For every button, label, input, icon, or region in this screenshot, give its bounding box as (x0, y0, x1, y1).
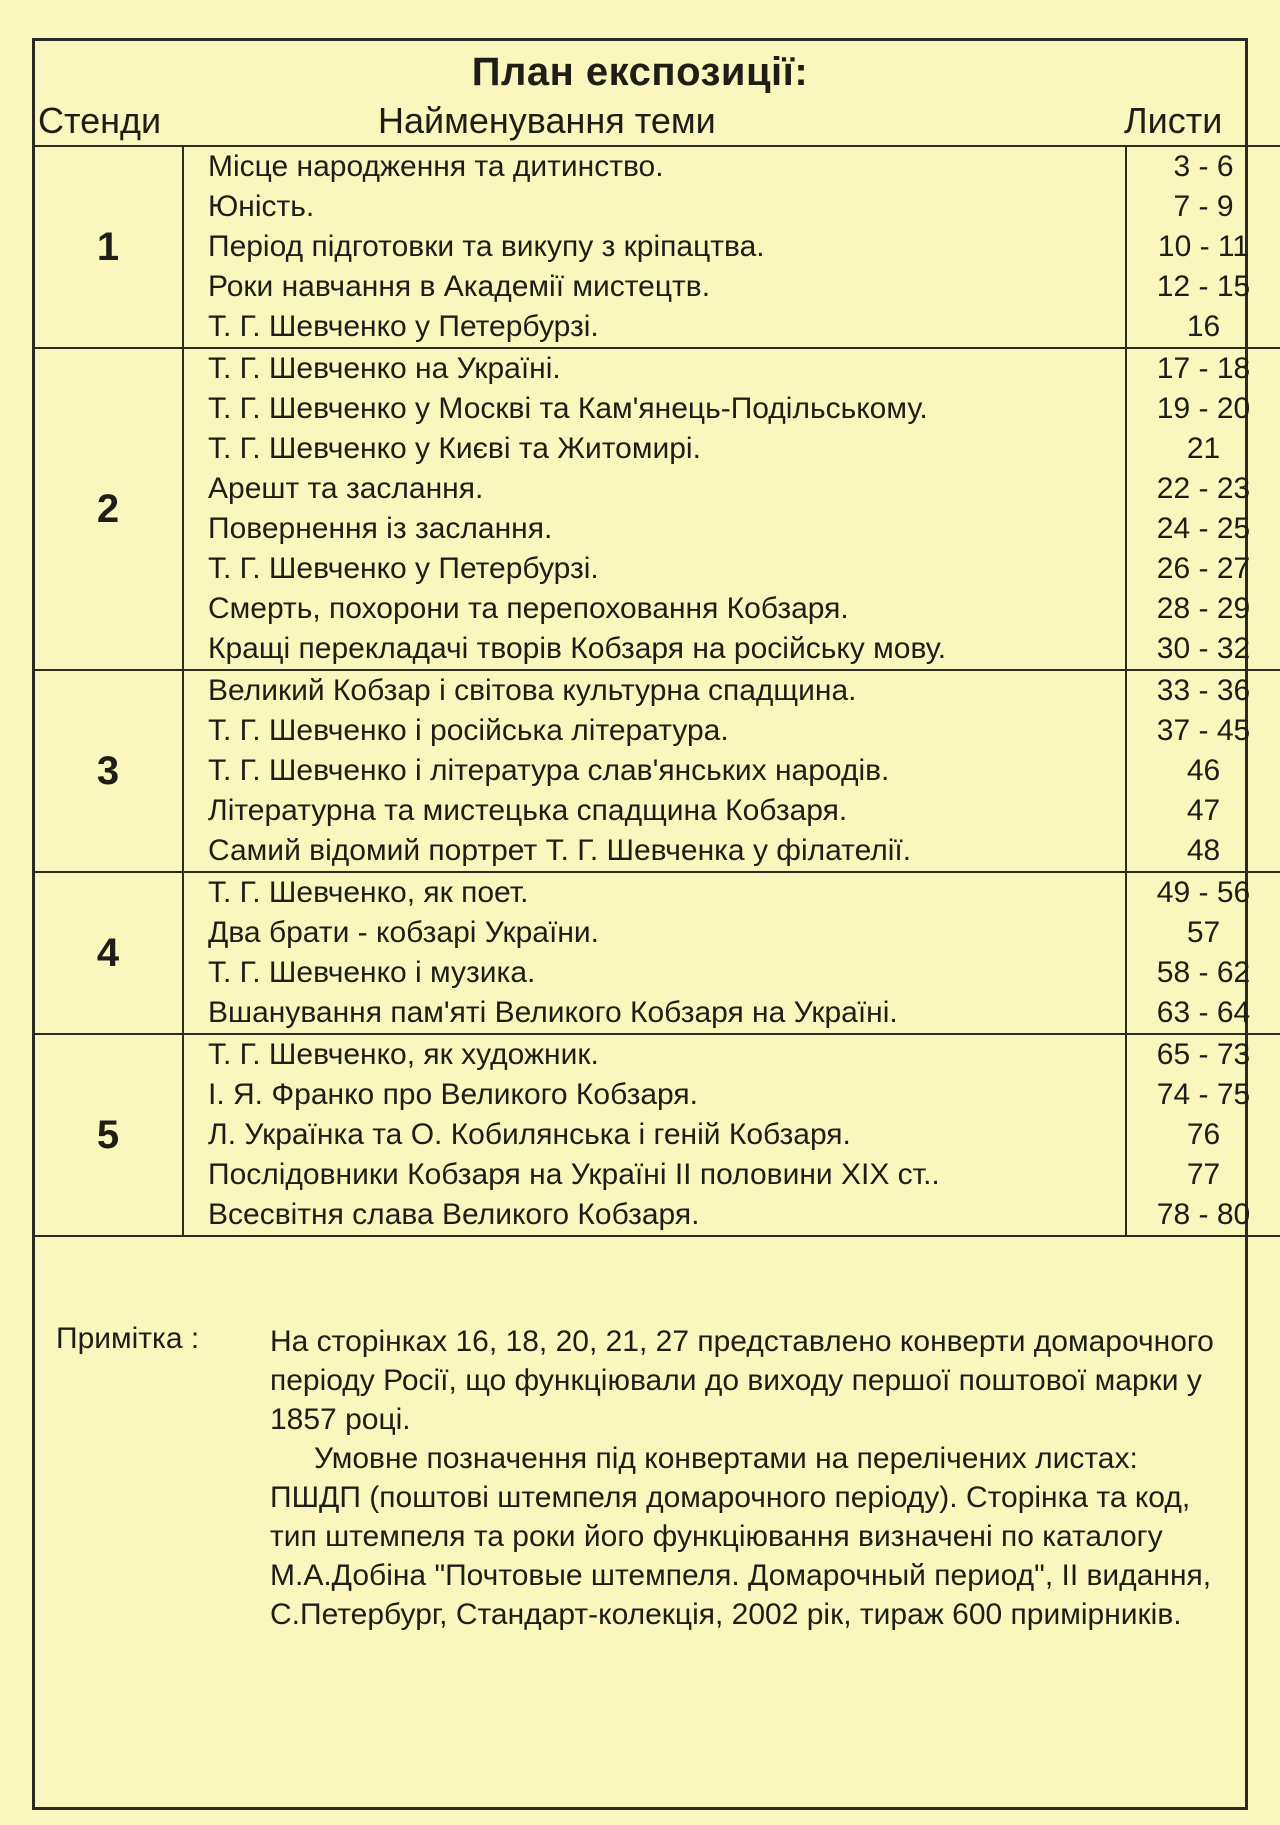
topic-pages: 47 (1186, 794, 1221, 827)
topic-pages: 12 - 15 (1156, 270, 1251, 303)
stand-row (33, 1034, 1280, 1236)
stand-topics (183, 1034, 1126, 1236)
stand-row (33, 146, 1280, 348)
topic-name: Арешт та заслання. (208, 472, 484, 505)
topic-name: Кращі перекладачі творів Кобзаря на російську мову. (208, 632, 947, 665)
topic-name: Т. Г. Шевченко і музика. (208, 956, 536, 989)
note-paragraph-2: Умовне позначення під конвертами на перелічених листах: ПШДП (поштові штемпеля домарочного періоду). Сторінка та код, тип штемпеля та роки його функціювання визначені по каталогу М.А.Добіна "Почтовые штемпеля. Домарочный период", ІІ видання, С.Петербург, Стандарт-колекція, 2002 рік, тираж 600 примірників. (270, 1442, 1212, 1631)
topic-name: Т. Г. Шевченко, як художник. (208, 1038, 599, 1071)
topic-pages: 22 - 23 (1156, 472, 1251, 505)
topic-pages: 77 (1186, 1158, 1221, 1191)
topic-name: Т. Г. Шевченко у Москві та Кам'янець-Подільському. (208, 392, 928, 425)
topic-pages: 28 - 29 (1156, 592, 1251, 625)
topic-pages: 37 - 45 (1156, 714, 1251, 747)
stand-pages (1126, 348, 1280, 670)
topic-name: Т. Г. Шевченко на Україні. (208, 352, 561, 385)
topic-pages: 26 - 27 (1156, 552, 1251, 585)
topic-name: Самий відомий портрет Т. Г. Шевченка у філателії. (208, 834, 912, 867)
note-text (270, 1322, 1220, 1634)
header-stands: Стенди (38, 100, 162, 141)
topic-name: Два брати - кобзарі України. (208, 916, 599, 949)
topic-name: Т. Г. Шевченко і російська література. (208, 714, 729, 747)
topic-pages: 49 - 56 (1156, 876, 1251, 909)
topic-name: Літературна та мистецька спадщина Кобзаря. (208, 794, 848, 827)
stand-topics (183, 872, 1126, 1034)
topic-name: Вшанування пам'яті Великого Кобзаря на Україні. (208, 996, 898, 1029)
topic-pages: 17 - 18 (1156, 352, 1251, 385)
topic-pages: 19 - 20 (1156, 392, 1251, 425)
topic-name: Великий Кобзар і світова культурна спадщина. (208, 674, 857, 707)
note-paragraph-1: На сторінках 16, 18, 20, 21, 27 представлено конверти домарочного періоду Росії, що функціювали до виходу першої поштової марки у 1857 році. (270, 1325, 1214, 1436)
stand-topics (183, 670, 1126, 872)
stand-pages (1126, 872, 1280, 1034)
topic-name: Т. Г. Шевченко, як поет. (208, 876, 529, 909)
stand-topics (183, 348, 1126, 670)
topic-name: Роки навчання в Академії мистецтв. (208, 270, 711, 303)
stand-number: 4 (33, 872, 183, 1034)
topic-name: Т. Г. Шевченко у Петербурзі. (208, 310, 599, 343)
header-topic-name: Найменування теми (378, 100, 716, 141)
note-label: Примітка : (56, 1322, 200, 1355)
topic-pages: 48 (1186, 834, 1221, 867)
stand-row (33, 670, 1280, 872)
topic-name: Місце народження та дитинство. (208, 150, 664, 183)
topic-pages: 78 - 80 (1156, 1198, 1251, 1231)
topic-name: Т. Г. Шевченко у Петербурзі. (208, 552, 599, 585)
topic-pages: 16 (1186, 310, 1221, 343)
topic-name: Т. Г. Шевченко у Києві та Житомирі. (208, 432, 701, 465)
topic-pages: 3 - 6 (1173, 150, 1234, 183)
topic-name: Всесвітня слава Великого Кобзаря. (208, 1198, 700, 1231)
topic-name: Послідовники Кобзаря на Україні ІІ половини ХІХ ст.. (208, 1158, 940, 1191)
topic-name: Смерть, похорони та перепоховання Кобзаря. (208, 592, 849, 625)
topic-pages: 30 - 32 (1156, 632, 1251, 665)
topic-pages: 57 (1186, 916, 1221, 949)
stand-row (33, 872, 1280, 1034)
header-sheets: Листи (1124, 100, 1223, 141)
stand-number: 5 (33, 1034, 183, 1236)
topic-pages: 63 - 64 (1156, 996, 1251, 1029)
topic-pages: 24 - 25 (1156, 512, 1251, 545)
topic-name: Т. Г. Шевченко і література слав'янських народів. (208, 754, 890, 787)
topic-pages: 58 - 62 (1156, 956, 1251, 989)
topic-name: Повернення із заслання. (208, 512, 553, 545)
topic-pages: 76 (1186, 1118, 1221, 1151)
topic-pages: 21 (1186, 432, 1221, 465)
stand-number: 2 (33, 348, 183, 670)
topic-pages: 33 - 36 (1156, 674, 1251, 707)
stand-topics (183, 146, 1126, 348)
topic-pages: 46 (1186, 754, 1221, 787)
topic-name: Л. Українка та О. Кобилянська і геній Кобзаря. (208, 1118, 851, 1151)
topic-pages: 65 - 73 (1156, 1038, 1251, 1071)
stand-number: 3 (33, 670, 183, 872)
topic-name: Період підготовки та викупу з кріпацтва. (208, 230, 765, 263)
page-title: План експозиції: (471, 50, 809, 94)
topic-pages: 74 - 75 (1156, 1078, 1251, 1111)
topic-pages: 7 - 9 (1173, 190, 1234, 223)
exposition-plan-table (32, 145, 1280, 1237)
topic-pages: 10 - 11 (1157, 230, 1250, 263)
topic-name: І. Я. Франко про Великого Кобзаря. (208, 1078, 698, 1111)
stand-pages (1126, 146, 1280, 348)
stand-pages (1126, 1034, 1280, 1236)
stand-row (33, 348, 1280, 670)
stand-pages (1126, 670, 1280, 872)
stand-number: 1 (33, 146, 183, 348)
topic-name: Юність. (208, 190, 315, 223)
